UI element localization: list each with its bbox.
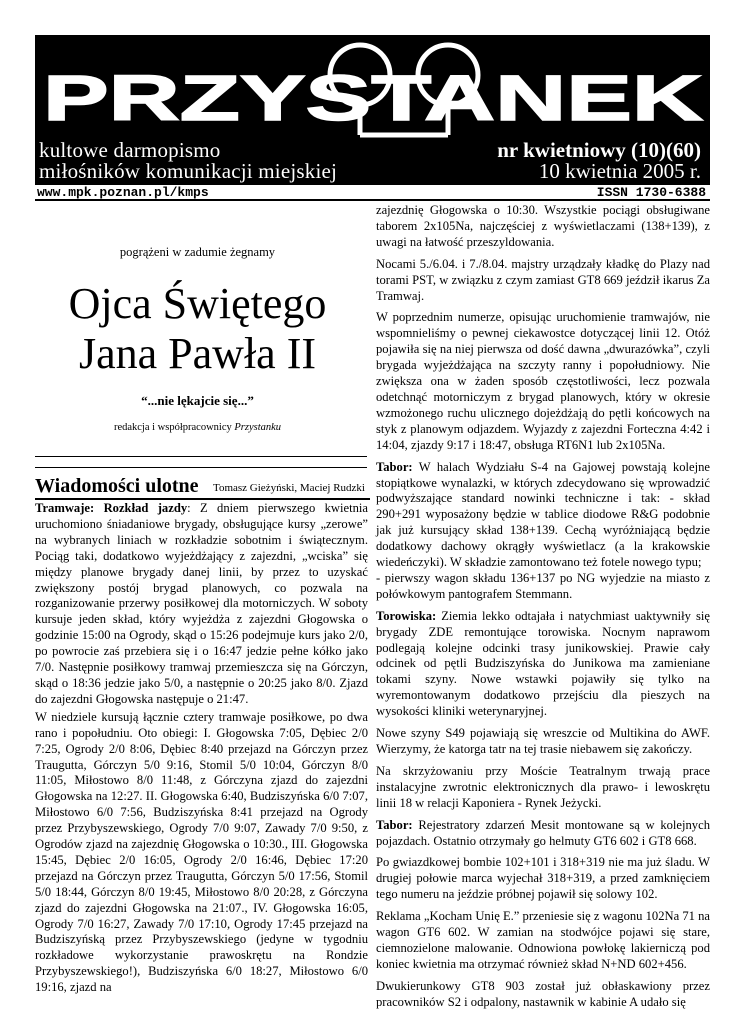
section-title: Wiadomości ulotne — [35, 475, 199, 497]
credit-name: Przystanku — [234, 422, 282, 433]
paragraph-label: Tabor: — [376, 817, 413, 832]
issue-date: 10 kwietnia 2005 r. — [538, 159, 701, 183]
paragraph — [35, 501, 368, 708]
paragraph — [376, 726, 710, 758]
paragraph-text: - pierwszy wagon składu 136+137 po NG wyjedzie na miasto z połówkowym pantografem Stemmann. — [376, 570, 710, 601]
logo-text: PRZYSTANEK — [43, 62, 703, 134]
paragraph — [376, 764, 710, 812]
memorial-title-line-1: Ojca Świętego — [68, 279, 327, 328]
paragraph-text: Rejestratory zdarzeń Mesit montowane są w kolejnych pojazdach. Ostatnio otrzymały go helmuty GT6 602 i GT8 668. — [376, 817, 710, 848]
paragraph — [376, 203, 710, 251]
masthead — [35, 35, 710, 185]
issue-number: nr kwietniowy (10)(60) — [497, 138, 701, 162]
memorial-credit — [35, 422, 360, 433]
left-column — [35, 501, 368, 996]
right-column — [376, 203, 710, 1011]
paragraph-text: : Z dniem pierwszego kwietnia uruchomiono śniadaniowe brygady, obsługujące kursy „zerowe” na wybranych liniach w rozkładzie sobotnim i świątecznym. Pociąg taki, dodatkowo wyjeżdżający z zajezdni, „wciska” się między planowe brygady danej linii, by przez to uzyskać zwiększony postój brygad planowych, co pozwala na rozganizowanie przerwy posiłkowej dla motorniczych. W soboty kursuje jeden skład, który wyjeżdża z zajezdni Głogowska o godzinie 15:00 na Ogrody, skąd o 15:26 podejmuje kurs jako 2/0, po powrocie zaś przebiera się i o 16:47 jedzie pełne kółko jako 7/0. Następnie posiłkowy tramwaj przemieszcza się na Górczyn, skąd o 18:36 jedzie jako 5/0, a następnie o 20:25 jako 8/0. Zjazd do zajezdni Głogowska następuje o 21:47. — [35, 501, 368, 706]
paragraph-text: W poprzednim numerze, opisując uruchomienie tramwajów, nie wspomnieliśmy o pewnej ciekawostce dotyczącej linii 12. Otóż pojawiła się na niej pierwsza od dość dawna „dwurazówka”, czyli brygada wyjeżdżająca na szczyty ranny i popołudniowy. Nie zwiększa ona w żaden sposób częstotliwości, lecz pozwala odetchnąć motorniczym z brygad planowych, który w okresie wzmożonego ruchu ulicznego dojeżdżają do pętli końcowych na styk z planowym odjazdem. Wyjazdy z zajezdni Forteczna 4:42 i 14:04, zjazdy 9:17 i 18:47, obsługa RT6N1 lub 2x105Na. — [376, 310, 710, 452]
paragraph — [376, 979, 710, 1011]
paragraph — [376, 460, 710, 603]
url-bar — [35, 185, 710, 201]
section-header — [35, 474, 370, 500]
section-authors: Tomasz Gieżyński, Maciej Rudzki — [213, 482, 365, 494]
memorial-box — [35, 205, 360, 453]
paragraph-label: Tabor: — [376, 459, 413, 474]
paragraph-label: Torowiska: — [376, 608, 437, 623]
paragraph-label: Tramwaje: Rozkład jazdy — [35, 501, 188, 515]
paragraph-text: Reklama „Kocham Unię E.” przeniesie się z wagonu 102Na 71 na wagon GT6 602. W zamian na stodwójce pojawi się stare, ciemnozielone malowanie. Odnowiona powłokę lakierniczą pod koniec kwietnia ma otrzymać również skład N+ND 602+456. — [376, 909, 710, 971]
masthead-subtitle-2: miłośników komunikacji miejskiej — [39, 159, 338, 183]
paragraph-text: zajezdnię Głogowska o 10:30. Wszystkie pociągi obsługiwane taborem 2x105Na, najczęściej z wyświetlaczami (138+139), z uwagi na łatwość przeszyldowania. — [376, 203, 710, 249]
paragraph-text: Na skrzyżowaniu przy Moście Teatralnym trwają prace instalacyjne zwrotnic elektronicznych dla prawo- i lewoskrętu linii 18 w relacji Kaponiera - Rynek Jeżycki. — [376, 763, 710, 810]
paragraph — [376, 855, 710, 903]
memorial-title-line-2: Jana Pawła II — [78, 329, 316, 378]
credit-prefix: redakcja i współpracownicy — [113, 422, 232, 433]
paragraph-text: Nowe szyny S49 pojawiają się wreszcie od Multikina do AWF. Wierzymy, że katorga tatr na tej trasie niebawem się zakończy. — [376, 726, 710, 756]
logo-wordmark — [35, 35, 710, 140]
paragraph-text: Nocami 5./6.04. i 7./8.04. majstry urządzały kładkę do Plazy nad torami PST, w związku z czym zamiast GT8 669 jeździł ikarus Za Tramwaj. — [376, 256, 710, 303]
paragraph-text: W niedziele kursują łącznie cztery tramwaje posiłkowe, po dwa rano i popołudniu. Oto obiegi: I. Głogowska 7:05, Dębiec 2/0 7:25, Ogrody 2/0 8:06, Dębiec 8:40 przejazd na Górczyn przez Traugutta, Górczyn 5/0 9:16, Stomil 5/0 10:04, Górczyn 8/0 11:05, Miłostowo 8/0 11:48, z Górczyna zjazd do zajezdni Głogowska na 12:27. II. Głogowska 6:40, Budziszyńska 6/0 7:07, Miłostowo 6/0 7:56, Budziszyńska 8:41 przejazd na Ogrody przez Przybyszewskiego, Ogrody 7/0 9:07, Zawady 7/0 9:50, z Ogrodów zjazd na zajezdnię Głogowska o 10:30., III. Głogowska 15:45, Dębiec 2/0 16:05, Ogrody 2/0 16:46, Dębiec 17:20 przejazd na Górczyn przez Traugutta, Górczyn 5/0 17:56, Stomil 5/0 18:44, Górczyn 8/0 19:45, Miłostowo 8/0 20:28, z Górczyna zjazd do zajezdni Głogowska na 21:07., IV. Głogowska 16:05, Ogrody 7/0 16:27, Zawady 7/0 17:10, Ogrody 17:45 przejazd na Budziszyńską przez Przybyszewskiego (jedyne w tygodniu rozkładowe wykorzystanie prawoskrętu na Rondzie Przybyszewskiego!), Budziszyńska 6/0 18:27, Miłostowo 6/0 19:16, zjazd na — [35, 709, 368, 995]
paragraph — [376, 257, 710, 305]
issn-label: ISSN 1730-6388 — [596, 185, 706, 200]
memorial-intro: pogrążeni w zadumie żegnamy — [119, 245, 276, 259]
paragraph — [376, 818, 710, 850]
paragraph — [376, 909, 710, 973]
paragraph — [376, 609, 710, 720]
paragraph-text: Po gwiazdkowej bombie 102+101 i 318+319 nie ma już śladu. W drugiej połowie marca wyjechał 318+319, a przed zamknięciem tego numeru na jeździe próbnej pojawił się solowy 102. — [376, 855, 710, 902]
masthead-subtitle-1: kultowe darmopismo — [39, 138, 221, 162]
paragraph-text: Dwukierunkowy GT8 903 został już obłaskawiony przez pracowników S2 i odpalony, nastawnik w kabinie A udało się — [376, 978, 710, 1009]
paragraph-text: Ziemia lekko odtajała i natychmiast uaktywniły się brygady ZDE remontujące torowiska. Nocnym naprawom podlegają kolejne odcinki trasy junikowskiej. Prawie cały odcinek od pętli Budziszyńska do Junikowa ma zamieniane tokami szyny. Nowe wstawki pojawiły się tylko na wyremontowanym dodatkowo przejściu dla pieszych na wysokości kliniki weterynaryjnej. — [376, 608, 710, 719]
paragraph — [35, 710, 368, 996]
paragraph-text: W halach Wydziału S-4 na Gajowej powstają kolejne stopiątkowe wynalazki, w których zdecydowano się wprowadzić podwyższające standard nowinki techniczne i tak: - skład 290+291 wyposażony będzie w tablice diodowe R&G podobnie jak już kursujący skład 138+139. Cechą wyróżniającą będzie dodatkowy dachowy okrągły wyświetlacz (a la krakowskie wiedeńczyki). W składzie zamontowano też fotele nowego typu; — [376, 459, 710, 570]
paragraph — [376, 310, 710, 453]
memorial-quote: “...nie lękajcie się...” — [141, 393, 254, 408]
website-link[interactable]: www.mpk.poznan.pl/kmps — [37, 185, 209, 200]
divider-double-rule — [35, 456, 367, 468]
